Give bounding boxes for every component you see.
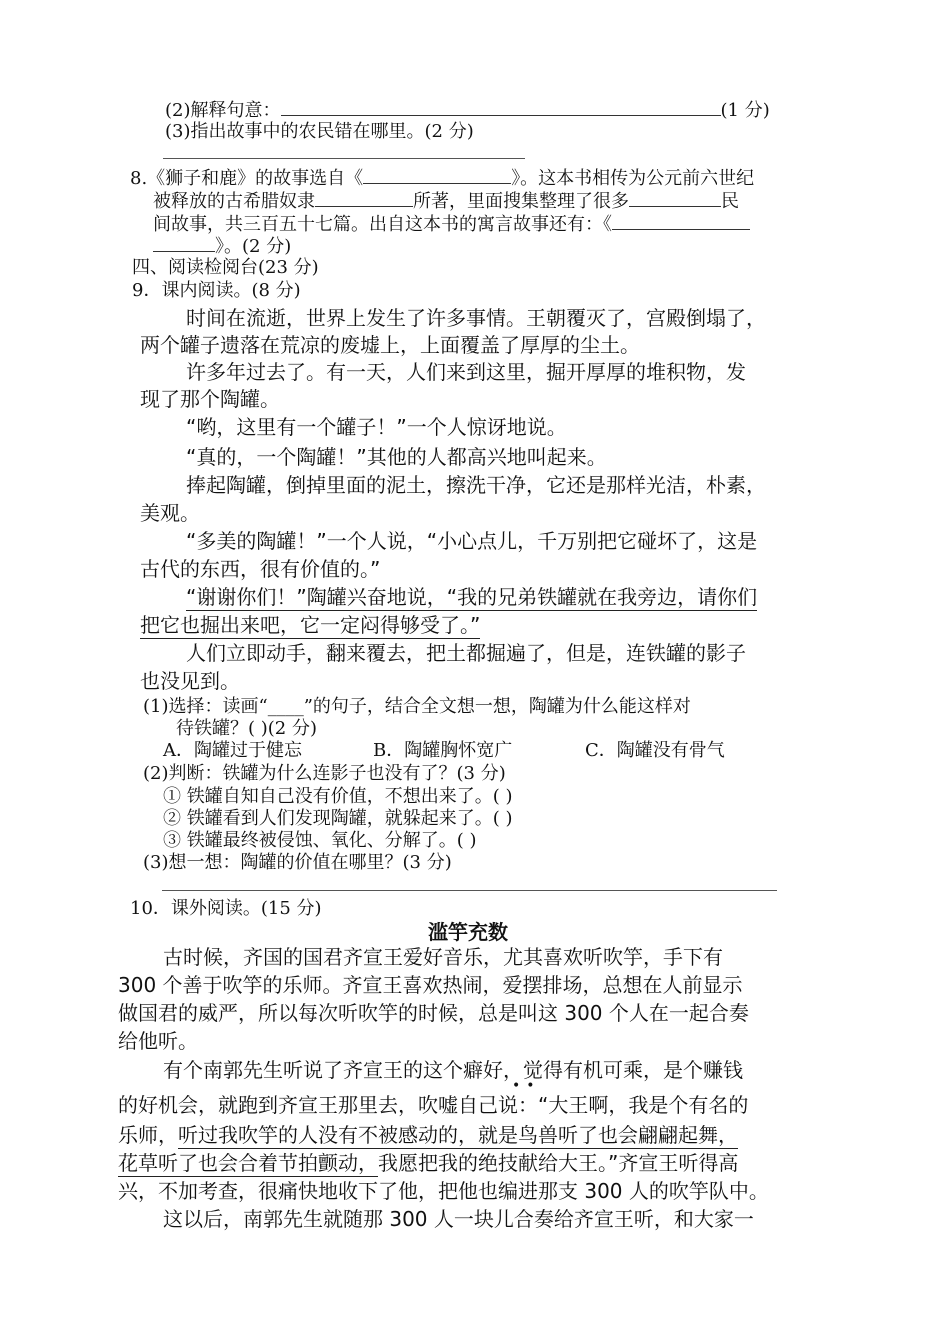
q9-option-c[interactable]: C．陶罐没有骨气: [585, 740, 725, 761]
answer-line[interactable]: [163, 158, 525, 159]
passage-title: 滥竽充数: [428, 920, 508, 944]
q10-passage-line: 的好机会，就跑到齐宣王那里去，吹嘘自己说：“大王啊，我是个有名的: [118, 1093, 749, 1117]
q9-judge-item[interactable]: ③ 铁罐最终被侵蚀、氧化、分解了。( ): [163, 830, 477, 851]
q8-line2: 被释放的古希腊奴隶 所著，里面搜集整理了很多 民: [153, 191, 739, 212]
q10-passage-line: 做国君的威严，所以每次听吹竽的时候，总是叫这 300 个人在一起合奏: [118, 1001, 749, 1025]
q9-sub2-question: (2)判断：铁罐为什么连影子也没有了？(3 分): [143, 763, 506, 784]
q10-heading: 10．课外阅读。(15 分): [130, 898, 322, 919]
q9-option-a[interactable]: A．陶罐过于健忘: [163, 740, 302, 761]
q10-underlined-sentence: 花草听了也会合着节拍颤动，: [118, 1151, 378, 1175]
q9-passage-line: “真的，一个陶罐！”其他的人都高兴地叫起来。: [186, 445, 607, 469]
q9-passage-line: 古代的东西，很有价值的。”: [140, 557, 381, 581]
q9-sub3-question: (3)想一想：陶罐的价值在哪里？(3 分): [143, 852, 452, 873]
q10-passage-line: 乐师，听过我吹竽的人没有不被感动的，就是鸟兽听了也会翩翩起舞，: [118, 1123, 738, 1147]
q7-sub3: (3)指出故事中的农民错在哪里。(2 分): [165, 121, 474, 142]
answer-line[interactable]: [162, 890, 777, 891]
q9-underlined-sentence: 把它也掘出来吧，它一定闷得够受了。”: [140, 613, 481, 637]
q9-sub1-answer[interactable]: 待铁罐？( )(2 分): [176, 718, 317, 739]
q10-passage-line: 300 个善于吹竽的乐师。齐宣王喜欢热闹，爱摆排场，总想在人前显示: [118, 973, 743, 997]
q9-passage-line: 美观。: [140, 501, 200, 525]
q9-heading: 9．课内阅读。(8 分): [132, 280, 301, 301]
q9-passage-line: 时间在流逝，世界上发生了许多事情。王朝覆灭了，宫殿倒塌了，: [186, 306, 766, 330]
answer-blank[interactable]: [629, 189, 721, 207]
q9-underlined-sentence: “谢谢你们！”陶罐兴奋地说，“我的兄弟铁罐就在我旁边，请你们: [186, 585, 758, 609]
q9-passage-line: 也没见到。: [140, 669, 240, 693]
q9-passage-line: 许多年过去了。有一天，人们来到这里，掘开厚厚的堆积物，发: [186, 360, 746, 384]
q10-passage-line: 兴，不加考查，很痛快地收下了他，把他也编进那支 300 人的吹竽队中。: [118, 1179, 769, 1203]
q9-passage-line: “多美的陶罐！”一个人说，“小心点儿，千万别把它碰坏了，这是: [186, 529, 758, 553]
section-4-heading: 四、阅读检阅台(23 分): [132, 257, 319, 278]
q9-passage-line: 人们立即动手，翻来覆去，把土都掘遍了，但是，连铁罐的影子: [186, 641, 746, 665]
q9-option-b[interactable]: B．陶罐胸怀宽广: [373, 740, 513, 761]
emphasis-dots: ••: [512, 1078, 541, 1094]
q10-passage-line: 给他听。: [118, 1029, 198, 1053]
q10-underlined-sentence: 听过我吹竽的人没有不被感动的，就是鸟兽听了也会翩翩起舞，: [178, 1123, 738, 1147]
q9-passage-line: 捧起陶罐，倒掉里面的泥土，擦洗干净，它还是那样光洁，朴素，: [186, 473, 766, 497]
q9-passage-line: “哟，这里有一个罐子！”一个人惊讶地说。: [186, 415, 567, 439]
q9-passage-line: 现了那个陶罐。: [140, 387, 280, 411]
q10-passage-line: 这以后，南郭先生就随那 300 人一块儿合奏给齐宣王听，和大家一: [163, 1207, 754, 1231]
q10-passage-line: 花草听了也会合着节拍颤动，我愿把我的绝技献给大王。”齐宣王听得高: [118, 1151, 739, 1175]
answer-blank[interactable]: [363, 166, 511, 184]
answer-blank[interactable]: [153, 234, 215, 252]
q8-line1: 8.《狮子和鹿》的故事选自《 》。这本书相传为公元前六世纪: [130, 168, 755, 189]
q9-sub1-question: (1)选择：读画“____”的句子，结合全文想一想，陶罐为什么能这样对: [143, 696, 691, 717]
q10-passage-line: 古时候，齐国的国君齐宣王爱好音乐，尤其喜欢听吹竽，手下有: [163, 945, 723, 969]
q7-sub2: (2)解释句意： (1 分): [165, 100, 770, 121]
q9-passage-line: 两个罐子遗落在荒凉的废墟上，上面覆盖了厚厚的尘土。: [140, 333, 640, 357]
q8-line4: 》。(2 分): [153, 234, 291, 258]
answer-blank[interactable]: [281, 98, 721, 116]
q9-judge-item[interactable]: ② 铁罐看到人们发现陶罐，就躲起来了。( ): [163, 808, 513, 829]
q10-passage-line: 有个南郭先生听说了齐宣王的这个癖好，觉得有机可乘，是个赚钱: [163, 1058, 743, 1082]
answer-blank[interactable]: [315, 189, 413, 207]
answer-blank[interactable]: [612, 212, 750, 230]
q9-judge-item[interactable]: ① 铁罐自知自己没有价值，不想出来了。( ): [163, 786, 513, 807]
q8-line3: 间故事，共三百五十七篇。出自这本书的寓言故事还有：《: [153, 212, 750, 236]
